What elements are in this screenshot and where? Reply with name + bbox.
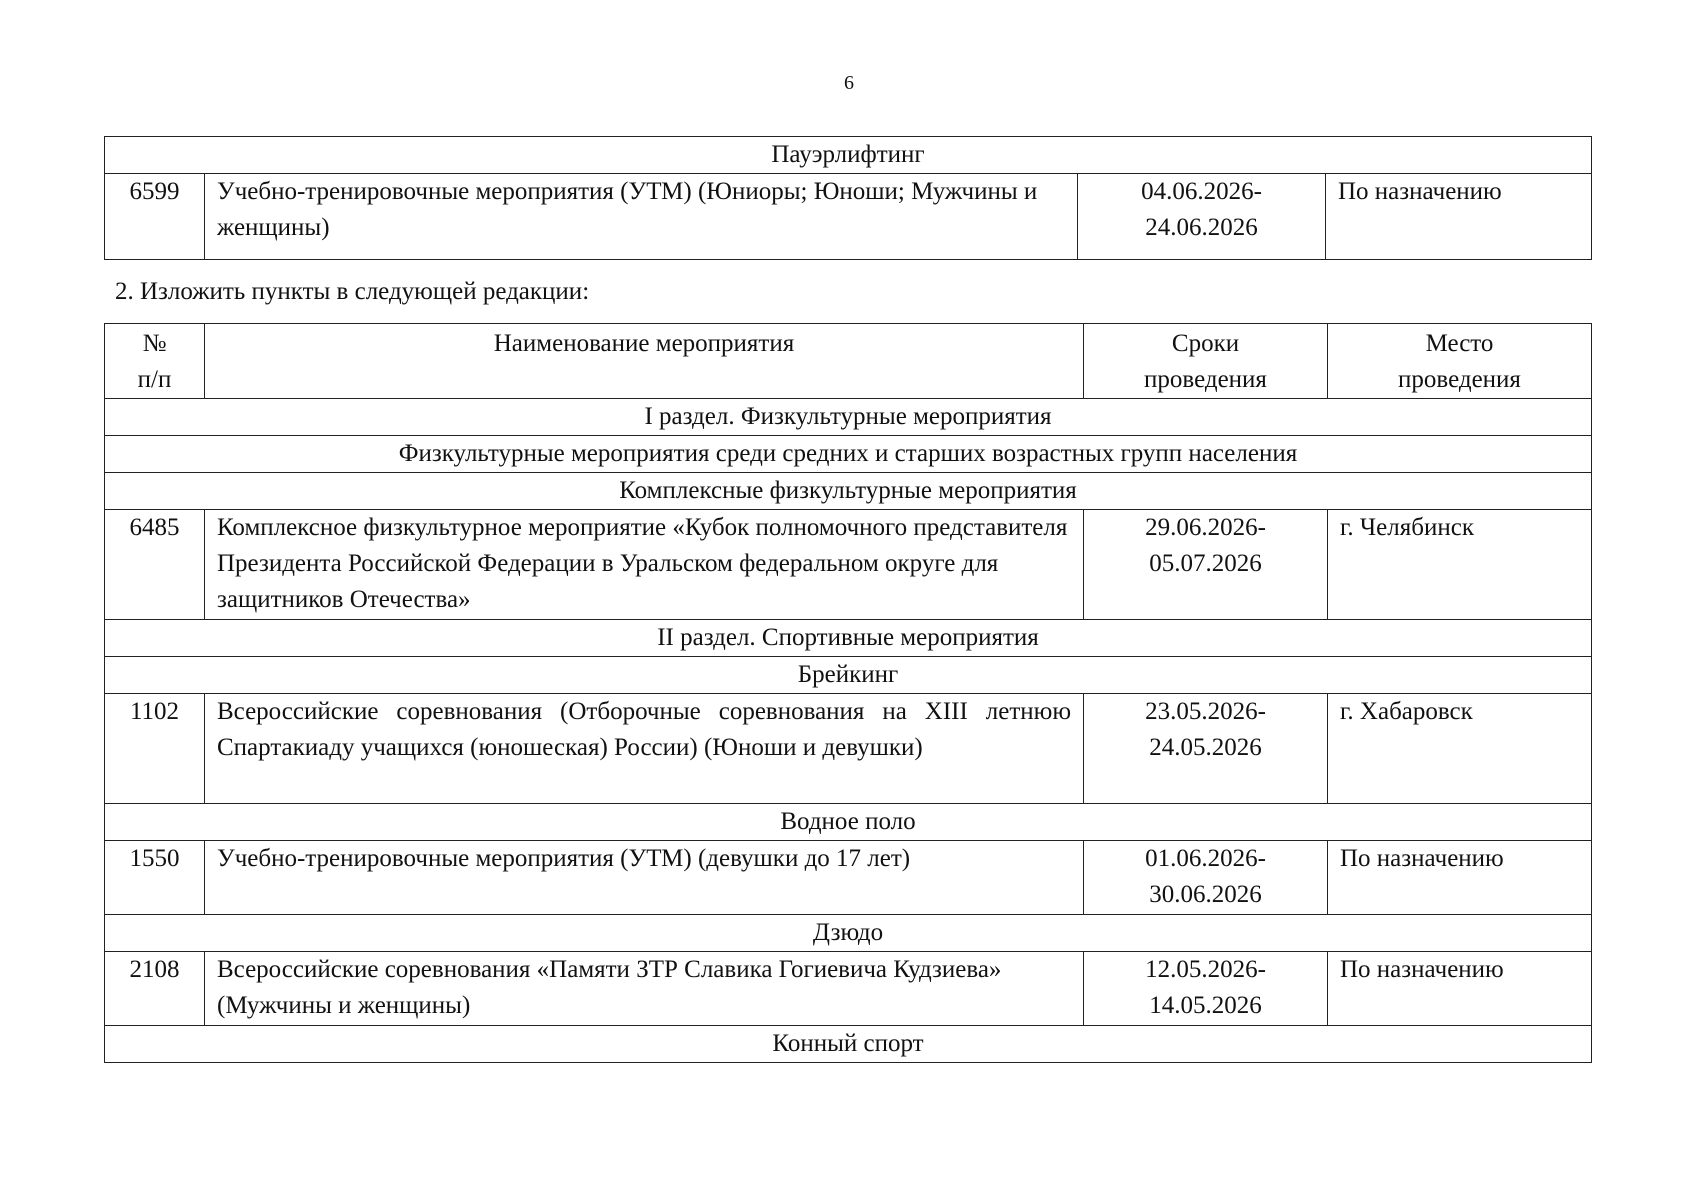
section-title: II раздел. Спортивные мероприятия <box>105 620 1592 657</box>
row-number: 1550 <box>105 841 205 915</box>
group-title: Комплексные физкультурные мероприятия <box>105 473 1592 510</box>
table-row <box>105 841 1592 915</box>
event-place: По назначению <box>1328 952 1592 1026</box>
event-dates: 12.05.2026- 14.05.2026 <box>1084 952 1328 1026</box>
instruction-text: 2. Изложить пункты в следующей редакции: <box>115 278 590 305</box>
event-place: г. Челябинск <box>1328 510 1592 620</box>
header-num: № п/п <box>105 324 205 399</box>
event-dates: 01.06.2026- 30.06.2026 <box>1084 841 1328 915</box>
group-title: Дзюдо <box>105 915 1592 952</box>
header-name: Наименование мероприятия <box>205 324 1084 399</box>
event-name: Всероссийские соревнования «Памяти ЗТР Славика Гогиевича Кудзиева» (Мужчины и женщины) <box>205 952 1084 1026</box>
event-place: По назначению <box>1326 174 1592 260</box>
event-name: Учебно-тренировочные мероприятия (УТМ) (девушки до 17 лет) <box>205 841 1084 915</box>
header-dates: Сроки проведения <box>1084 324 1328 399</box>
subsection-title: Физкультурные мероприятия среди средних и старших возрастных групп населения <box>105 436 1592 473</box>
section-powerlifting: Пауэрлифтинг <box>105 137 1592 174</box>
row-number: 2108 <box>105 952 205 1026</box>
event-dates: 04.06.2026- 24.06.2026 <box>1078 174 1326 260</box>
table-row <box>105 694 1592 804</box>
group-title: Водное поло <box>105 804 1592 841</box>
row-number: 1102 <box>105 694 205 804</box>
group-title: Конный спорт <box>105 1026 1592 1063</box>
event-dates: 29.06.2026- 05.07.2026 <box>1084 510 1328 620</box>
table-header <box>105 324 1592 399</box>
table-row <box>105 952 1592 1026</box>
group-title: Брейкинг <box>105 657 1592 694</box>
event-name: Комплексное физкультурное мероприятие «Кубок полномочного представителя Президента Российской Федерации в Уральском федеральном округе для защитников Отечества» <box>205 510 1084 620</box>
event-name: Всероссийские соревнования (Отборочные соревнования на XIII летнюю Спартакиаду учащихся (юношеская) России) (Юноши и девушки) <box>205 694 1084 804</box>
table-row <box>105 174 1592 260</box>
table-events <box>104 323 1592 1063</box>
section-title: I раздел. Физкультурные мероприятия <box>105 399 1592 436</box>
row-number: 6485 <box>105 510 205 620</box>
header-place: Место проведения <box>1328 324 1592 399</box>
table-powerlifting <box>104 136 1592 260</box>
table-row <box>105 510 1592 620</box>
event-name: Учебно-тренировочные мероприятия (УТМ) (Юниоры; Юноши; Мужчины и женщины) <box>205 174 1078 260</box>
row-number: 6599 <box>105 174 205 260</box>
event-place: По назначению <box>1328 841 1592 915</box>
event-place: г. Хабаровск <box>1328 694 1592 804</box>
event-dates: 23.05.2026- 24.05.2026 <box>1084 694 1328 804</box>
page-number: 6 <box>844 72 854 94</box>
